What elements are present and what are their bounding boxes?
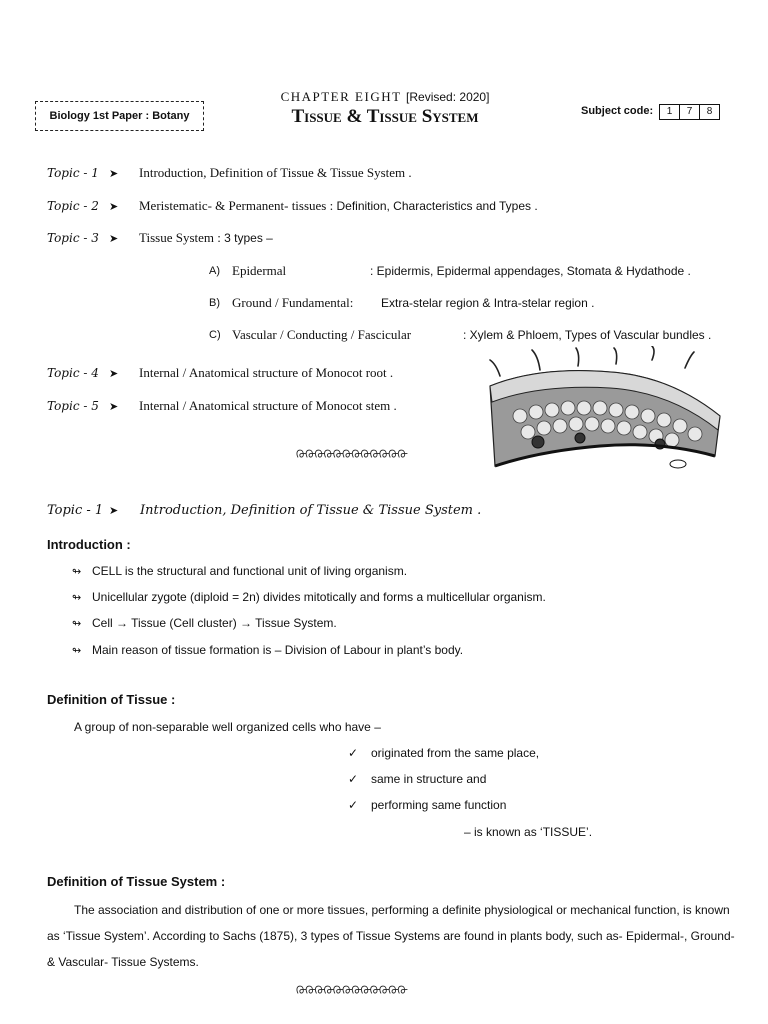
definition-system-line: The association and distribution of one or more tissues, performing a definite physiological or mechanical function, is known bbox=[74, 903, 730, 917]
list-item bbox=[72, 616, 337, 630]
topic-text bbox=[139, 198, 538, 214]
bullet-icon: ↬ bbox=[72, 617, 82, 630]
topic-label: Topic - 3 bbox=[47, 231, 99, 245]
arrow-icon: ➤ bbox=[109, 368, 119, 380]
topic-extra: 3 types – bbox=[224, 231, 273, 245]
tissue-type-desc: : Epidermis, Epidermal appendages, Stomata & Hydathode . bbox=[370, 264, 691, 278]
subject-code-digit: 7 bbox=[680, 105, 700, 119]
check-icon: ✓ bbox=[348, 798, 359, 812]
definition-system-line: as ‘Tissue System’. According to Sachs (1875), 3 types of Tissue Systems are found in plants body, such as- Epidermal-, Ground- bbox=[47, 929, 735, 943]
list-item-text: same in structure and bbox=[371, 772, 487, 786]
topic-label: Topic - 4 bbox=[47, 366, 99, 380]
topic-title: Introduction, Definition of Tissue & Tissue System . bbox=[139, 165, 412, 180]
definition-tissue-conclusion: – is known as ‘TISSUE’. bbox=[464, 825, 593, 839]
list-item-text: CELL is the structural and functional unit of living organism. bbox=[92, 564, 408, 578]
tissue-section-illustration bbox=[480, 346, 725, 471]
list-item-text: originated from the same place, bbox=[371, 746, 540, 760]
topic-text bbox=[139, 365, 393, 381]
topic-extra: Definition, Characteristics and Types . bbox=[336, 199, 538, 213]
topic-text bbox=[139, 165, 412, 181]
tissue-type-letter: B) bbox=[209, 297, 220, 309]
bullet-icon: ↬ bbox=[72, 591, 82, 604]
topic-title: Internal / Anatomical structure of Monocot stem . bbox=[139, 398, 397, 413]
subject-code-label: Subject code: bbox=[581, 105, 654, 117]
list-item-text: Cell → Tissue (Cell cluster) → Tissue System. bbox=[92, 616, 337, 630]
bullet-icon: ↬ bbox=[72, 565, 82, 578]
topic-text bbox=[139, 230, 273, 246]
topic-label: Topic - 2 bbox=[47, 199, 99, 213]
tissue-type-desc: Extra-stelar region & Intra-stelar region . bbox=[381, 296, 595, 310]
topic-title: Tissue System : bbox=[139, 230, 221, 245]
tissue-type-name: Epidermal bbox=[232, 263, 287, 278]
topic-label: Topic - 1 bbox=[47, 166, 99, 180]
list-item-text: Unicellular zygote (diploid = 2n) divides mitotically and forms a multicellular organism. bbox=[92, 590, 546, 604]
topic-text bbox=[139, 398, 397, 414]
list-item bbox=[72, 564, 407, 578]
subject-code-digit: 8 bbox=[706, 106, 713, 117]
topic-title: Meristematic- & Permanent- tissues : bbox=[139, 198, 334, 213]
definition-system-line: & Vascular- Tissue Systems. bbox=[47, 955, 199, 969]
section-topic-title: Introduction, Definition of Tissue & Tissue System . bbox=[140, 503, 482, 518]
list-item bbox=[348, 772, 486, 786]
tissue-type-name: Vascular / Conducting / Fascicular bbox=[232, 327, 412, 342]
bullet-icon: ↬ bbox=[72, 644, 82, 657]
check-icon: ✓ bbox=[348, 772, 359, 786]
list-item bbox=[348, 798, 506, 812]
arrow-icon: ➤ bbox=[109, 401, 119, 413]
revised-label: [Revised: 2020] bbox=[406, 90, 490, 104]
list-item bbox=[72, 643, 463, 657]
arrow-icon: ➤ bbox=[109, 505, 119, 517]
chapter-label: CHAPTER EIGHT bbox=[280, 89, 402, 104]
paper-label: Biology 1st Paper : Botany bbox=[49, 110, 190, 122]
arrow-icon: ➤ bbox=[109, 233, 119, 245]
subject-code-box bbox=[659, 104, 720, 120]
paper-label-box bbox=[35, 101, 204, 131]
tissue-type-letter: A) bbox=[209, 265, 220, 277]
arrow-icon: ➤ bbox=[109, 168, 119, 180]
list-item bbox=[348, 746, 539, 760]
tissue-type-name: Ground / Fundamental: bbox=[232, 295, 354, 310]
introduction-heading: Introduction : bbox=[47, 537, 131, 552]
section-topic-label: Topic - 1 bbox=[47, 503, 104, 518]
list-item-text: Main reason of tissue formation is – Division of Labour in plant’s body. bbox=[92, 643, 464, 657]
check-icon: ✓ bbox=[348, 746, 359, 760]
definition-tissue-lead: A group of non-separable well organized cells who have – bbox=[74, 720, 381, 734]
page-title: Tissue & Tissue System bbox=[291, 106, 479, 127]
tissue-type-letter: C) bbox=[209, 329, 221, 341]
tissue-type-desc: : Xylem & Phloem, Types of Vascular bundles . bbox=[463, 328, 712, 342]
ornament-divider: ᢙᢙᢙᢙᢙᢙᢙᢙᢙᢙᢙᢙ bbox=[296, 449, 408, 461]
topic-label: Topic - 5 bbox=[47, 399, 99, 413]
definition-tissue-heading: Definition of Tissue : bbox=[47, 692, 176, 707]
topic-title: Internal / Anatomical structure of Monocot root . bbox=[139, 365, 394, 380]
definition-system-heading: Definition of Tissue System : bbox=[47, 874, 226, 889]
arrow-icon: ➤ bbox=[109, 201, 119, 213]
chapter-heading bbox=[230, 89, 540, 105]
list-item-text: performing same function bbox=[371, 798, 507, 812]
ornament-divider: ᢙᢙᢙᢙᢙᢙᢙᢙᢙᢙᢙᢙ bbox=[296, 985, 408, 997]
list-item bbox=[72, 590, 546, 604]
subject-code-digit: 1 bbox=[660, 105, 680, 119]
